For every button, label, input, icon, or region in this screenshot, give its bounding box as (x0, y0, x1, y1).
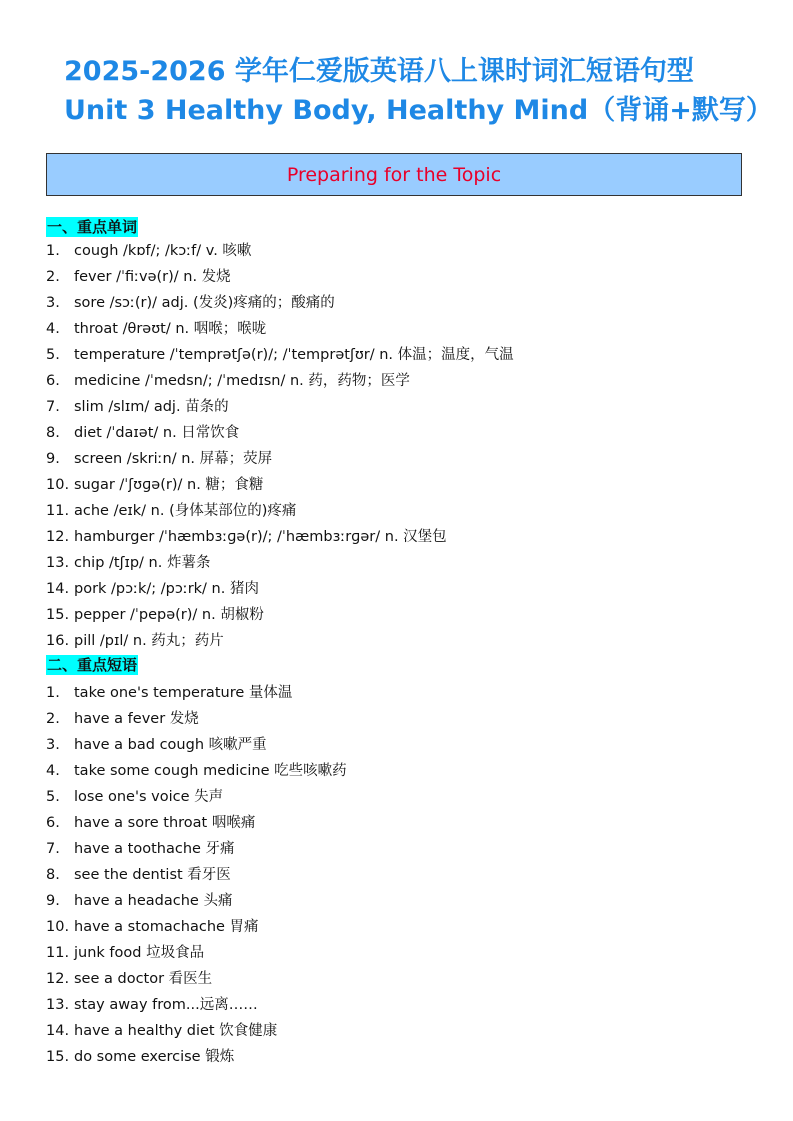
section-heading-words: 一、重点单词 (47, 218, 138, 236)
item-text: pepper /ˈpepə(r)/ n. 胡椒粉 (74, 607, 264, 623)
item-text: pork /pɔːk/; /pɔːrk/ n. 猪肉 (74, 581, 259, 597)
item-text: take some cough medicine 吃些咳嗽药 (74, 763, 347, 779)
word-item (46, 290, 514, 316)
word-item (46, 446, 514, 472)
item-number: 14. (46, 1023, 70, 1039)
item-number: 1. (46, 685, 60, 701)
item-number: 11. (46, 945, 70, 961)
item-text: do some exercise 锻炼 (74, 1049, 235, 1065)
phrase-item (46, 888, 347, 914)
item-number: 3. (46, 737, 60, 753)
phrase-item (46, 758, 347, 784)
phrase-item (46, 706, 347, 732)
item-text: have a bad cough 咳嗽严重 (74, 737, 267, 753)
item-number: 16. (46, 633, 70, 649)
item-number: 10. (46, 919, 70, 935)
item-text: have a sore throat 咽喉痛 (74, 815, 256, 831)
item-number: 8. (46, 425, 60, 441)
item-number: 4. (46, 763, 60, 779)
item-text: slim /slɪm/ adj. 苗条的 (74, 399, 229, 415)
phrase-item (46, 1018, 347, 1044)
item-text: see the dentist 看牙医 (74, 867, 231, 883)
word-item (46, 628, 514, 654)
item-text: sore /sɔː(r)/ adj. (发炎)疼痛的；酸痛的 (74, 295, 335, 311)
item-text: sugar /ˈʃʊɡə(r)/ n. 糖；食糖 (74, 477, 264, 493)
item-number: 15. (46, 607, 70, 623)
item-text: diet /ˈdaɪət/ n. 日常饮食 (74, 425, 240, 441)
item-text: medicine /ˈmedsn/; /ˈmedɪsn/ n. 药，药物；医学 (74, 373, 410, 389)
title-line-2: Unit 3 Healthy Body, Healthy Mind（背诵+默写） (64, 95, 773, 126)
word-list (46, 238, 514, 654)
item-number: 13. (46, 997, 70, 1013)
item-number: 7. (46, 841, 60, 857)
item-text: screen /skriːn/ n. 屏幕；荧屏 (74, 451, 273, 467)
item-number: 6. (46, 373, 60, 389)
item-text: throat /θrəʊt/ n. 咽喉；喉咙 (74, 321, 267, 337)
word-item (46, 316, 514, 342)
word-item (46, 264, 514, 290)
item-number: 4. (46, 321, 60, 337)
phrase-item (46, 940, 347, 966)
phrase-item (46, 836, 347, 862)
item-number: 2. (46, 269, 60, 285)
phrase-item (46, 1044, 347, 1070)
item-number: 3. (46, 295, 60, 311)
item-text: junk food 垃圾食品 (74, 945, 205, 961)
item-text: chip /tʃɪp/ n. 炸薯条 (74, 555, 211, 571)
item-text: have a healthy diet 饮食健康 (74, 1023, 278, 1039)
item-text: stay away from...远离…… (74, 997, 258, 1013)
phrase-item (46, 784, 347, 810)
phrase-item (46, 862, 347, 888)
word-item (46, 602, 514, 628)
word-item (46, 368, 514, 394)
word-item (46, 342, 514, 368)
item-number: 9. (46, 893, 60, 909)
item-text: ache /eɪk/ n. (身体某部位的)疼痛 (74, 503, 297, 519)
word-item (46, 420, 514, 446)
word-item (46, 524, 514, 550)
item-number: 2. (46, 711, 60, 727)
item-number: 8. (46, 867, 60, 883)
item-text: cough /kɒf/; /kɔːf/ v. 咳嗽 (74, 243, 252, 259)
phrase-item (46, 914, 347, 940)
item-text: see a doctor 看医生 (74, 971, 213, 987)
document-title (64, 52, 773, 130)
word-item (46, 576, 514, 602)
item-number: 9. (46, 451, 60, 467)
item-number: 14. (46, 581, 70, 597)
phrase-item (46, 992, 347, 1018)
phrase-item (46, 966, 347, 992)
item-number: 1. (46, 243, 60, 259)
phrase-item (46, 810, 347, 836)
word-item (46, 472, 514, 498)
item-number: 11. (46, 503, 70, 519)
item-text: have a headache 头痛 (74, 893, 233, 909)
item-number: 10. (46, 477, 70, 493)
item-text: have a stomachache 胃痛 (74, 919, 259, 935)
topic-banner-label: Preparing for the Topic (286, 163, 502, 186)
item-number: 5. (46, 347, 60, 363)
item-number: 7. (46, 399, 60, 415)
item-text: hamburger /ˈhæmbɜːɡə(r)/; /ˈhæmbɜːrɡər/ n. 汉堡包 (74, 529, 447, 545)
item-text: have a toothache 牙痛 (74, 841, 235, 857)
item-text: take one's temperature 量体温 (74, 685, 293, 701)
item-number: 13. (46, 555, 70, 571)
word-item (46, 238, 514, 264)
item-text: temperature /ˈtemprətʃə(r)/; /ˈtemprətʃʊr/ n. 体温；温度，气温 (74, 347, 514, 363)
item-text: fever /ˈfiːvə(r)/ n. 发烧 (74, 269, 231, 285)
item-number: 12. (46, 529, 70, 545)
item-text: pill /pɪl/ n. 药丸；药片 (74, 633, 224, 649)
item-number: 15. (46, 1049, 70, 1065)
word-item (46, 394, 514, 420)
title-line-1: 2025-2026 学年仁爱版英语八上课时词汇短语句型 (64, 56, 694, 87)
item-number: 6. (46, 815, 60, 831)
phrase-item (46, 732, 347, 758)
item-number: 5. (46, 789, 60, 805)
item-text: have a fever 发烧 (74, 711, 199, 727)
word-item (46, 498, 514, 524)
phrase-list (46, 680, 347, 1070)
word-item (46, 550, 514, 576)
phrase-item (46, 680, 347, 706)
item-number: 12. (46, 971, 70, 987)
section-heading-phrases: 二、重点短语 (47, 656, 138, 674)
item-text: lose one's voice 失声 (74, 789, 224, 805)
topic-banner (46, 153, 742, 196)
